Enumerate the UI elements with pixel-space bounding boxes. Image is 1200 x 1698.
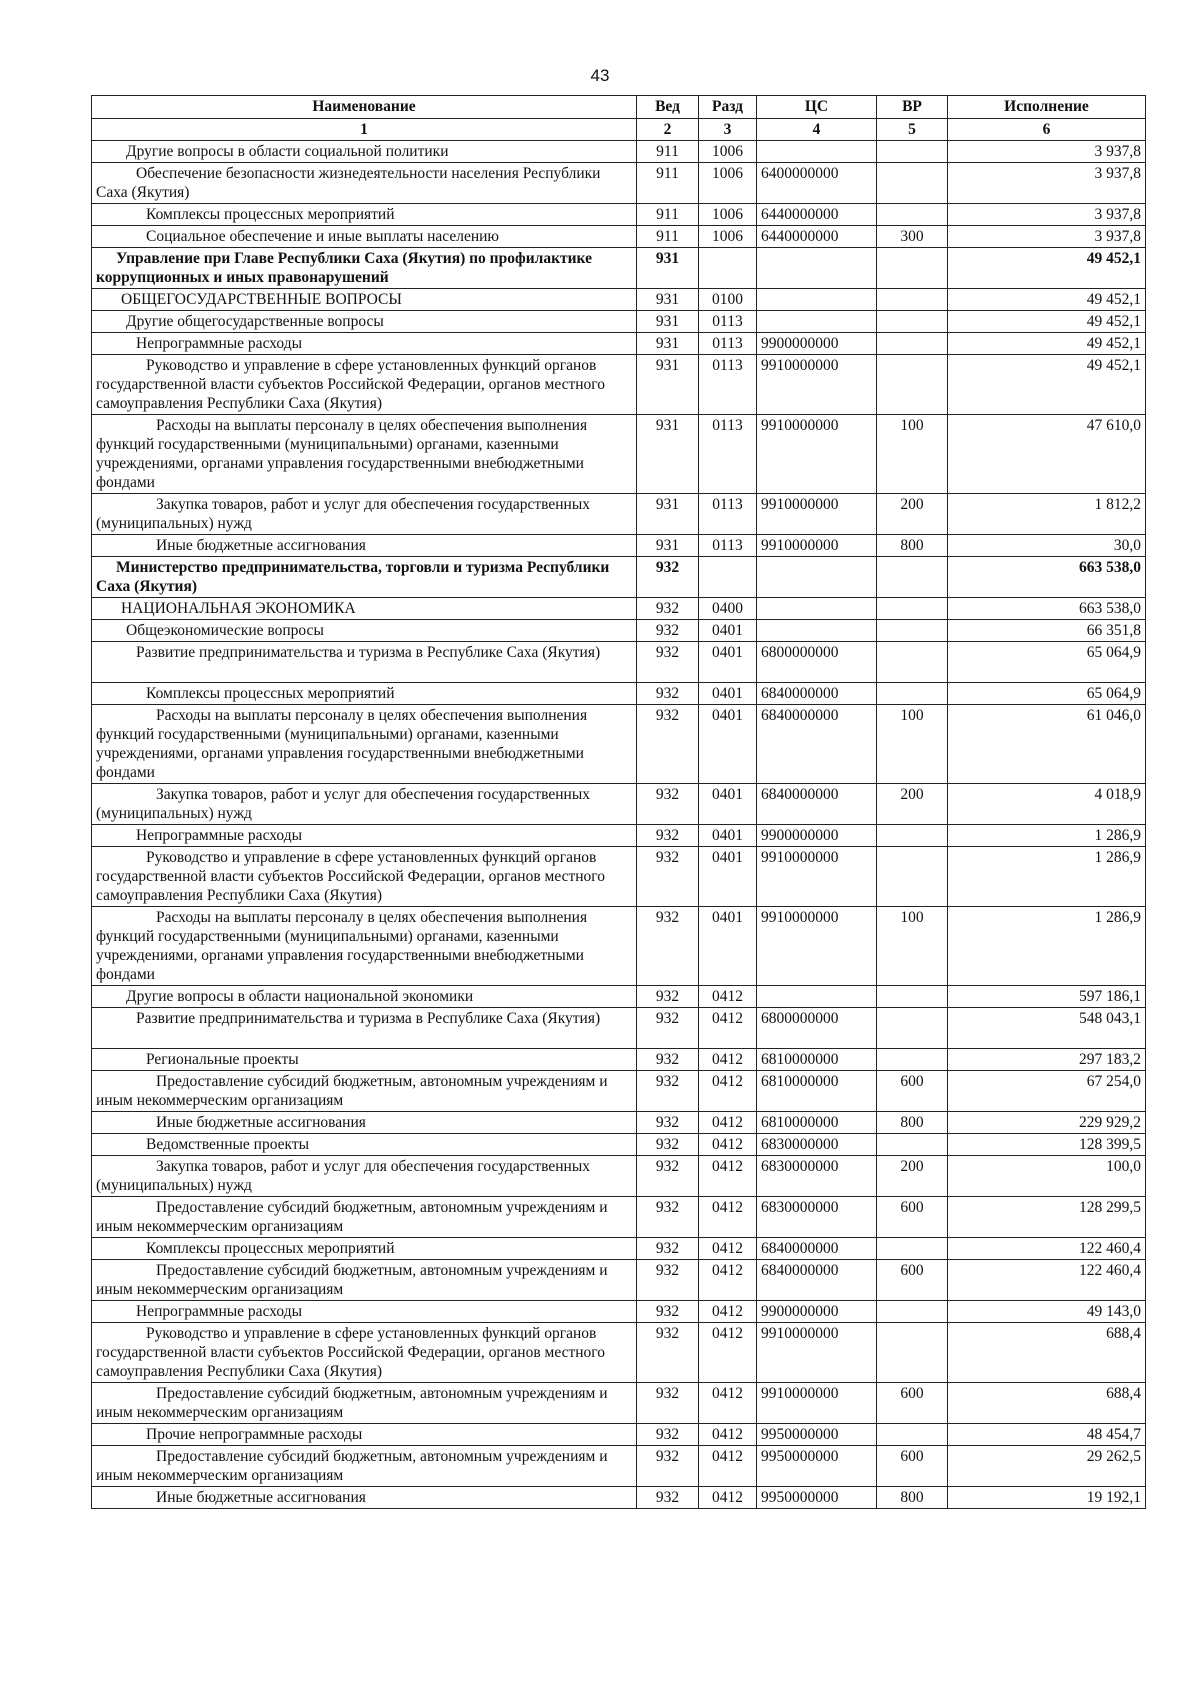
table-row	[92, 825, 1146, 847]
row-razd: 0113	[699, 415, 757, 494]
row-isp: 100,0	[948, 1156, 1146, 1197]
row-isp: 49 452,1	[948, 248, 1146, 289]
row-ved: 931	[637, 248, 699, 289]
row-isp: 49 452,1	[948, 355, 1146, 415]
header-cs: ЦС	[757, 96, 877, 119]
row-isp: 663 538,0	[948, 598, 1146, 620]
table-row	[92, 1487, 1146, 1509]
row-name: Другие общегосударственные вопросы	[92, 311, 637, 333]
row-cs: 9950000000	[757, 1424, 877, 1446]
row-cs: 9910000000	[757, 1383, 877, 1424]
row-ved: 932	[637, 1383, 699, 1424]
row-razd: 1006	[699, 141, 757, 163]
row-name: Расходы на выплаты персоналу в целях обеспечения выполнения функций государственными (муниципальными) органами, казенными учреждениями, органами управления государственными внебюджетными фондами	[92, 907, 637, 986]
row-cs: 6800000000	[757, 1008, 877, 1049]
row-ved: 931	[637, 355, 699, 415]
row-name: Комплексы процессных мероприятий	[92, 1238, 637, 1260]
row-ved: 911	[637, 204, 699, 226]
row-vr: 300	[877, 226, 948, 248]
row-cs: 9910000000	[757, 494, 877, 535]
table-row	[92, 311, 1146, 333]
row-ved: 932	[637, 907, 699, 986]
row-isp: 3 937,8	[948, 163, 1146, 204]
row-name: Непрограммные расходы	[92, 1301, 637, 1323]
row-razd: 0412	[699, 1071, 757, 1112]
row-isp: 49 143,0	[948, 1301, 1146, 1323]
row-vr: 600	[877, 1197, 948, 1238]
row-vr	[877, 1323, 948, 1383]
header-isp: Исполнение	[948, 96, 1146, 119]
row-isp: 1 812,2	[948, 494, 1146, 535]
row-isp: 47 610,0	[948, 415, 1146, 494]
row-isp: 30,0	[948, 535, 1146, 557]
row-vr	[877, 333, 948, 355]
row-cs	[757, 986, 877, 1008]
header-name: Наименование	[92, 96, 637, 119]
row-razd: 0412	[699, 1156, 757, 1197]
row-razd	[699, 248, 757, 289]
row-vr	[877, 204, 948, 226]
budget-table	[91, 95, 1146, 1509]
row-ved: 932	[637, 1446, 699, 1487]
row-cs	[757, 289, 877, 311]
table-row	[92, 535, 1146, 557]
row-razd: 0113	[699, 494, 757, 535]
row-name: Предоставление субсидий бюджетным, автономным учреждениям и иным некоммерческим организациям	[92, 1446, 637, 1487]
row-vr: 600	[877, 1260, 948, 1301]
row-isp: 65 064,9	[948, 642, 1146, 683]
row-vr	[877, 620, 948, 642]
row-vr	[877, 1301, 948, 1323]
row-isp: 548 043,1	[948, 1008, 1146, 1049]
table-row	[92, 986, 1146, 1008]
header-vr: ВР	[877, 96, 948, 119]
row-cs: 9900000000	[757, 1301, 877, 1323]
table-row	[92, 141, 1146, 163]
row-razd: 0100	[699, 289, 757, 311]
row-vr: 600	[877, 1446, 948, 1487]
table-row	[92, 1156, 1146, 1197]
row-ved: 932	[637, 1487, 699, 1509]
row-razd: 0412	[699, 1383, 757, 1424]
row-vr	[877, 1008, 948, 1049]
row-cs: 6400000000	[757, 163, 877, 204]
row-name: Другие вопросы в области социальной политики	[92, 141, 637, 163]
row-ved: 932	[637, 986, 699, 1008]
row-isp: 297 183,2	[948, 1049, 1146, 1071]
table-row	[92, 204, 1146, 226]
row-ved: 932	[637, 1301, 699, 1323]
row-razd: 0113	[699, 355, 757, 415]
row-vr	[877, 598, 948, 620]
table-row	[92, 907, 1146, 986]
row-cs: 9910000000	[757, 535, 877, 557]
table-row	[92, 333, 1146, 355]
row-razd	[699, 557, 757, 598]
row-vr: 100	[877, 415, 948, 494]
table-row	[92, 1071, 1146, 1112]
row-name: Закупка товаров, работ и услуг для обеспечения государственных (муниципальных) нужд	[92, 494, 637, 535]
row-name: Расходы на выплаты персоналу в целях обеспечения выполнения функций государственными (муниципальными) органами, казенными учреждениями, органами управления государственными внебюджетными фондами	[92, 705, 637, 784]
row-cs: 6840000000	[757, 784, 877, 825]
row-vr: 200	[877, 494, 948, 535]
row-name: Ведомственные проекты	[92, 1134, 637, 1156]
row-isp: 122 460,4	[948, 1238, 1146, 1260]
column-number: 6	[948, 119, 1146, 141]
row-ved: 932	[637, 1424, 699, 1446]
row-ved: 931	[637, 415, 699, 494]
row-isp: 663 538,0	[948, 557, 1146, 598]
row-razd: 0412	[699, 1112, 757, 1134]
row-vr: 200	[877, 784, 948, 825]
row-vr	[877, 163, 948, 204]
row-isp: 688,4	[948, 1323, 1146, 1383]
row-isp: 1 286,9	[948, 847, 1146, 907]
row-razd: 0412	[699, 1323, 757, 1383]
row-cs: 9950000000	[757, 1487, 877, 1509]
row-vr: 100	[877, 705, 948, 784]
row-isp: 4 018,9	[948, 784, 1146, 825]
table-row	[92, 642, 1146, 683]
row-razd: 0412	[699, 1134, 757, 1156]
row-ved: 911	[637, 141, 699, 163]
row-ved: 932	[637, 1156, 699, 1197]
table-row	[92, 355, 1146, 415]
row-name: Руководство и управление в сфере установленных функций органов государственной власти субъектов Российской Федерации, органов местного самоуправления Республики Саха (Якутия)	[92, 355, 637, 415]
row-vr	[877, 986, 948, 1008]
table-row	[92, 163, 1146, 204]
row-ved: 932	[637, 784, 699, 825]
table-row	[92, 557, 1146, 598]
column-numbers-row	[92, 119, 1146, 141]
row-vr: 600	[877, 1383, 948, 1424]
row-isp: 61 046,0	[948, 705, 1146, 784]
row-isp: 29 262,5	[948, 1446, 1146, 1487]
row-ved: 931	[637, 494, 699, 535]
row-name: Расходы на выплаты персоналу в целях обеспечения выполнения функций государственными (муниципальными) органами, казенными учреждениями, органами управления государственными внебюджетными фондами	[92, 415, 637, 494]
table-row	[92, 248, 1146, 289]
row-cs: 9910000000	[757, 907, 877, 986]
row-cs: 6830000000	[757, 1197, 877, 1238]
row-razd: 0401	[699, 784, 757, 825]
row-name: Руководство и управление в сфере установленных функций органов государственной власти субъектов Российской Федерации, органов местного самоуправления Республики Саха (Якутия)	[92, 1323, 637, 1383]
row-razd: 0412	[699, 1424, 757, 1446]
header-razd: Разд	[699, 96, 757, 119]
row-name: Другие вопросы в области национальной экономики	[92, 986, 637, 1008]
row-ved: 932	[637, 705, 699, 784]
table-row	[92, 1260, 1146, 1301]
column-number: 4	[757, 119, 877, 141]
row-cs	[757, 598, 877, 620]
table-row	[92, 1049, 1146, 1071]
row-isp: 597 186,1	[948, 986, 1146, 1008]
row-vr: 600	[877, 1071, 948, 1112]
row-name: Иные бюджетные ассигнования	[92, 535, 637, 557]
row-ved: 932	[637, 1197, 699, 1238]
row-razd: 0401	[699, 642, 757, 683]
row-isp: 66 351,8	[948, 620, 1146, 642]
table-row	[92, 1301, 1146, 1323]
row-cs: 9910000000	[757, 355, 877, 415]
row-vr	[877, 683, 948, 705]
row-vr	[877, 1049, 948, 1071]
row-isp: 49 452,1	[948, 289, 1146, 311]
row-vr	[877, 1238, 948, 1260]
row-vr: 800	[877, 1487, 948, 1509]
row-isp: 3 937,8	[948, 204, 1146, 226]
row-cs: 9910000000	[757, 415, 877, 494]
row-cs: 9910000000	[757, 1323, 877, 1383]
row-razd: 0400	[699, 598, 757, 620]
row-cs	[757, 141, 877, 163]
row-isp: 19 192,1	[948, 1487, 1146, 1509]
row-cs: 6810000000	[757, 1071, 877, 1112]
row-name: Обеспечение безопасности жизнедеятельности населения Республики Саха (Якутия)	[92, 163, 637, 204]
row-razd: 0113	[699, 333, 757, 355]
row-isp: 128 299,5	[948, 1197, 1146, 1238]
row-cs: 9950000000	[757, 1446, 877, 1487]
row-name: Развитие предпринимательства и туризма в Республике Саха (Якутия)	[92, 1008, 637, 1049]
row-razd: 0412	[699, 1238, 757, 1260]
row-ved: 932	[637, 1112, 699, 1134]
row-name: Развитие предпринимательства и туризма в Республике Саха (Якутия)	[92, 642, 637, 683]
table-row	[92, 784, 1146, 825]
column-number: 1	[92, 119, 637, 141]
table-row	[92, 1134, 1146, 1156]
row-ved: 932	[637, 847, 699, 907]
row-ved: 932	[637, 1260, 699, 1301]
row-vr	[877, 825, 948, 847]
row-razd: 0401	[699, 907, 757, 986]
row-isp: 688,4	[948, 1383, 1146, 1424]
row-cs: 9900000000	[757, 333, 877, 355]
row-cs: 6800000000	[757, 642, 877, 683]
row-cs	[757, 311, 877, 333]
column-number: 5	[877, 119, 948, 141]
row-isp: 49 452,1	[948, 333, 1146, 355]
row-ved: 932	[637, 1323, 699, 1383]
row-ved: 932	[637, 557, 699, 598]
row-ved: 932	[637, 825, 699, 847]
row-ved: 932	[637, 598, 699, 620]
table-row	[92, 289, 1146, 311]
table-row	[92, 598, 1146, 620]
table-row	[92, 620, 1146, 642]
table-row	[92, 1112, 1146, 1134]
row-razd: 0401	[699, 705, 757, 784]
row-vr	[877, 355, 948, 415]
row-ved: 932	[637, 1134, 699, 1156]
row-ved: 931	[637, 311, 699, 333]
row-name: Предоставление субсидий бюджетным, автономным учреждениям и иным некоммерческим организациям	[92, 1071, 637, 1112]
row-vr	[877, 311, 948, 333]
row-vr: 200	[877, 1156, 948, 1197]
row-razd: 0412	[699, 1049, 757, 1071]
row-vr	[877, 847, 948, 907]
row-name: Предоставление субсидий бюджетным, автономным учреждениям и иным некоммерческим организациям	[92, 1383, 637, 1424]
row-vr	[877, 289, 948, 311]
row-cs: 6840000000	[757, 705, 877, 784]
table-row	[92, 1238, 1146, 1260]
row-isp: 67 254,0	[948, 1071, 1146, 1112]
row-isp: 122 460,4	[948, 1260, 1146, 1301]
row-ved: 911	[637, 163, 699, 204]
table-row	[92, 705, 1146, 784]
row-razd: 0401	[699, 825, 757, 847]
column-number: 2	[637, 119, 699, 141]
row-isp: 3 937,8	[948, 141, 1146, 163]
row-name: Управление при Главе Республики Саха (Якутия) по профилактике коррупционных и иных правонарушений	[92, 248, 637, 289]
row-vr	[877, 1134, 948, 1156]
row-isp: 3 937,8	[948, 226, 1146, 248]
row-isp: 49 452,1	[948, 311, 1146, 333]
row-name: Иные бюджетные ассигнования	[92, 1112, 637, 1134]
row-vr: 100	[877, 907, 948, 986]
row-cs: 6440000000	[757, 226, 877, 248]
row-name: Закупка товаров, работ и услуг для обеспечения государственных (муниципальных) нужд	[92, 784, 637, 825]
row-name: Социальное обеспечение и иные выплаты населению	[92, 226, 637, 248]
row-cs: 6830000000	[757, 1156, 877, 1197]
row-ved: 932	[637, 683, 699, 705]
row-cs: 6810000000	[757, 1049, 877, 1071]
row-cs: 6440000000	[757, 204, 877, 226]
row-vr	[877, 248, 948, 289]
row-vr: 800	[877, 1112, 948, 1134]
row-name: Руководство и управление в сфере установленных функций органов государственной власти субъектов Российской Федерации, органов местного самоуправления Республики Саха (Якутия)	[92, 847, 637, 907]
page-number: 43	[590, 66, 610, 85]
row-cs	[757, 620, 877, 642]
row-razd: 0412	[699, 1008, 757, 1049]
table-row	[92, 1383, 1146, 1424]
table-row	[92, 1197, 1146, 1238]
row-name: Региональные проекты	[92, 1049, 637, 1071]
row-ved: 931	[637, 535, 699, 557]
row-razd: 1006	[699, 226, 757, 248]
row-isp: 48 454,7	[948, 1424, 1146, 1446]
row-ved: 932	[637, 1071, 699, 1112]
row-razd: 0401	[699, 620, 757, 642]
row-vr	[877, 642, 948, 683]
header-ved: Вед	[637, 96, 699, 119]
table-row	[92, 1008, 1146, 1049]
row-name: Комплексы процессных мероприятий	[92, 683, 637, 705]
row-vr	[877, 557, 948, 598]
row-name: Комплексы процессных мероприятий	[92, 204, 637, 226]
row-name: Предоставление субсидий бюджетным, автономным учреждениям и иным некоммерческим организациям	[92, 1260, 637, 1301]
row-razd: 0412	[699, 1446, 757, 1487]
row-isp: 128 399,5	[948, 1134, 1146, 1156]
row-cs: 6830000000	[757, 1134, 877, 1156]
row-cs: 6840000000	[757, 1238, 877, 1260]
row-cs: 9910000000	[757, 847, 877, 907]
row-cs: 6810000000	[757, 1112, 877, 1134]
header-row	[92, 96, 1146, 119]
row-name: Иные бюджетные ассигнования	[92, 1487, 637, 1509]
row-isp: 65 064,9	[948, 683, 1146, 705]
row-name: Закупка товаров, работ и услуг для обеспечения государственных (муниципальных) нужд	[92, 1156, 637, 1197]
row-cs: 9900000000	[757, 825, 877, 847]
row-razd: 1006	[699, 163, 757, 204]
row-razd: 0401	[699, 847, 757, 907]
row-ved: 931	[637, 333, 699, 355]
row-ved: 911	[637, 226, 699, 248]
table-row	[92, 683, 1146, 705]
table-row	[92, 1424, 1146, 1446]
row-ved: 932	[637, 1049, 699, 1071]
row-vr	[877, 1424, 948, 1446]
row-name: Прочие непрограммные расходы	[92, 1424, 637, 1446]
row-name: Непрограммные расходы	[92, 333, 637, 355]
row-cs: 6840000000	[757, 1260, 877, 1301]
table-row	[92, 847, 1146, 907]
table-row	[92, 415, 1146, 494]
row-vr	[877, 141, 948, 163]
row-name: Непрограммные расходы	[92, 825, 637, 847]
row-cs	[757, 557, 877, 598]
row-isp: 229 929,2	[948, 1112, 1146, 1134]
row-ved: 931	[637, 289, 699, 311]
row-vr: 800	[877, 535, 948, 557]
table-row	[92, 1323, 1146, 1383]
table-row	[92, 226, 1146, 248]
row-cs	[757, 248, 877, 289]
row-razd: 0412	[699, 1197, 757, 1238]
row-cs: 6840000000	[757, 683, 877, 705]
row-razd: 0113	[699, 535, 757, 557]
row-name: Министерство предпринимательства, торговли и туризма Республики Саха (Якутия)	[92, 557, 637, 598]
row-name: Предоставление субсидий бюджетным, автономным учреждениям и иным некоммерческим организациям	[92, 1197, 637, 1238]
row-razd: 0412	[699, 1487, 757, 1509]
table-row	[92, 1446, 1146, 1487]
row-ved: 932	[637, 642, 699, 683]
row-razd: 0401	[699, 683, 757, 705]
row-name: Общеэкономические вопросы	[92, 620, 637, 642]
row-razd: 0412	[699, 1260, 757, 1301]
row-ved: 932	[637, 1238, 699, 1260]
row-razd: 0412	[699, 986, 757, 1008]
column-number: 3	[699, 119, 757, 141]
row-razd: 0412	[699, 1301, 757, 1323]
row-razd: 0113	[699, 311, 757, 333]
row-ved: 932	[637, 1008, 699, 1049]
row-name: ОБЩЕГОСУДАРСТВЕННЫЕ ВОПРОСЫ	[92, 289, 637, 311]
row-razd: 1006	[699, 204, 757, 226]
table-body	[92, 141, 1146, 1509]
row-name: НАЦИОНАЛЬНАЯ ЭКОНОМИКА	[92, 598, 637, 620]
row-isp: 1 286,9	[948, 825, 1146, 847]
row-ved: 932	[637, 620, 699, 642]
table-row	[92, 494, 1146, 535]
row-isp: 1 286,9	[948, 907, 1146, 986]
